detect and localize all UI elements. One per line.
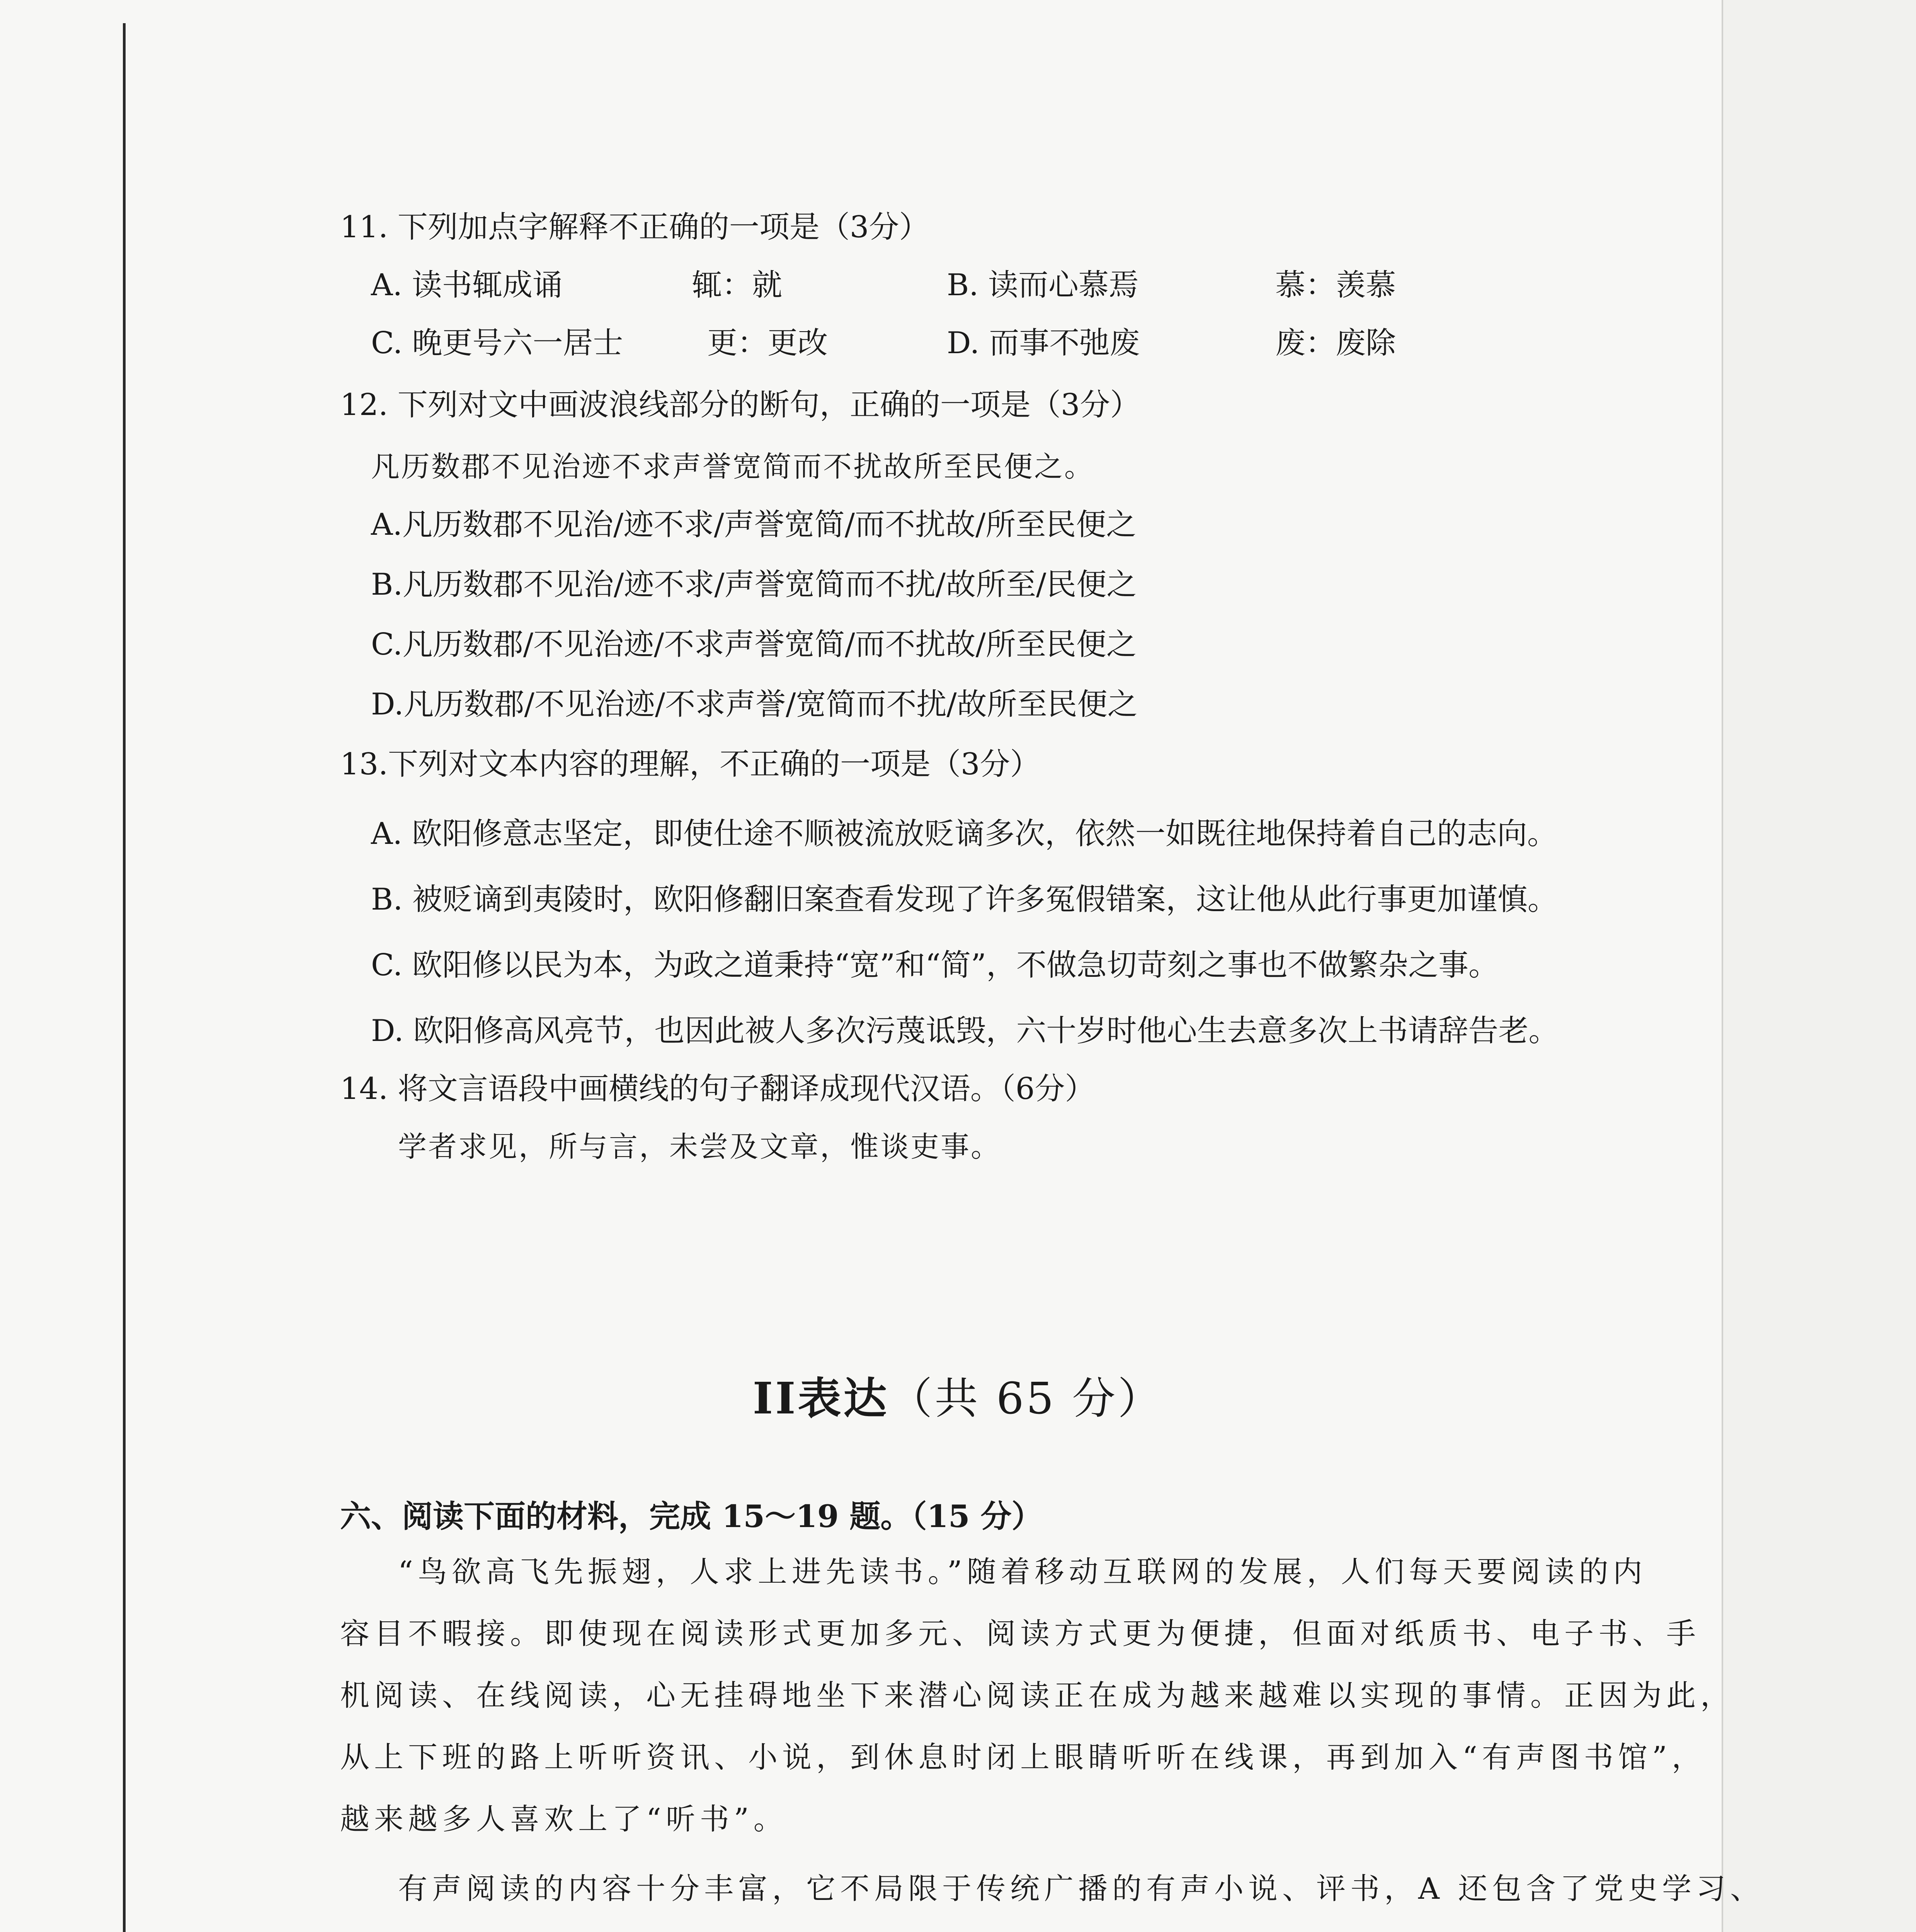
- q11-stem: 11. 下列加点字解释不正确的一项是（3分）: [340, 210, 929, 245]
- paragraph-line: 从上下班的路上听听资讯、小说，到休息时闭上眼睛听听在线课，再到加入“有声图书馆”，: [340, 1740, 1706, 1774]
- q12-option-b: B.凡历数郡不见治/迹不求/声誉宽简而不扰/故所至/民便之: [371, 567, 1137, 602]
- section-score: （共 65 分）: [889, 1374, 1164, 1424]
- q11-option-a: [371, 267, 783, 304]
- q13-option-b: B. 被贬谪到夷陵时，欧阳修翻旧案查看发现了许多冤假错案，这让他从此行事更加谨慎。: [371, 882, 1558, 917]
- q13-stem: 13.下列对文本内容的理解，不正确的一项是（3分）: [340, 747, 1040, 782]
- q13-option-a: A. 欧阳修意志坚定，即使仕途不顺被流放贬谪多次，依然一如既往地保持着自己的志向。: [371, 816, 1557, 851]
- q12-option-d: D.凡历数郡/不见治迹/不求声誉/宽简而不扰/故所至民便之: [371, 687, 1138, 722]
- q14-stem: 14. 将文言语段中画横线的句子翻译成现代汉语。（6分）: [340, 1071, 1095, 1106]
- part6-heading: 六、阅读下面的材料，完成 15～19 题。（15 分）: [340, 1498, 1043, 1534]
- q12-sentence: 凡历数郡不见治迹不求声誉宽简而不扰故所至民便之。: [371, 450, 1094, 483]
- q13-option-d: D. 欧阳修高风亮节，也因此被人多次污蔑诋毁，六十岁时他心生去意多次上书请辞告老。: [371, 1014, 1559, 1048]
- q11-option-c: [371, 325, 828, 362]
- q11-option-c-gloss: 更：更改: [707, 326, 828, 361]
- q11-option-a-text: A. 读书辄成诵: [371, 268, 563, 303]
- paragraph-line: “鸟欲高飞先振翅，人求上进先读书。”随着移动互联网的发展，人们每天要阅读的内: [398, 1554, 1647, 1589]
- q11-option-c-text: C. 晚更号六一居士: [371, 326, 623, 361]
- q12-stem: 12. 下列对文中画波浪线部分的断句，正确的一项是（3分）: [340, 388, 1140, 422]
- q12-option-c: C.凡历数郡/不见治迹/不求声誉宽简/而不扰故/所至民便之: [371, 627, 1137, 662]
- q11-option-d-gloss: 废：废除: [1275, 326, 1396, 361]
- paragraph-line: 有声阅读的内容十分丰富，它不局限于传统广播的有声小说、评书，A 还包含了党史学习、: [398, 1871, 1765, 1906]
- section-title: [0, 1364, 1916, 1426]
- q11-option-b-text: B. 读而心慕焉: [947, 268, 1139, 303]
- paragraph-line: 容目不暇接。即使现在阅读形式更加多元、阅读方式更为便捷，但面对纸质书、电子书、手: [340, 1616, 1700, 1651]
- q11-option-a-gloss: 辄：就: [692, 268, 783, 303]
- q12-option-a: A.凡历数郡不见治/迹不求/声誉宽简/而不扰故/所至民便之: [371, 507, 1137, 542]
- paragraph-line: 越来越多人喜欢上了“听书”。: [340, 1802, 788, 1836]
- q11-option-d-text: D. 而事不弛废: [947, 326, 1140, 361]
- paragraph-line: 机阅读、在线阅读，心无挂碍地坐下来潜心阅读正在成为越来越难以实现的事情。正因为此，: [340, 1678, 1734, 1713]
- q11-option-b-gloss: 慕：羡慕: [1275, 268, 1396, 303]
- section-roman: II: [752, 1373, 798, 1424]
- q11-option-b: [947, 267, 1396, 304]
- q13-option-c: C. 欧阳修以民为本，为政之道秉持“宽”和“简”，不做急切苛刻之事也不做繁杂之事。: [371, 948, 1499, 983]
- section-name: 表达: [798, 1373, 889, 1424]
- q11-option-d: [947, 325, 1396, 362]
- q14-sentence: 学者求见，所与言，未尝及文章，惟谈吏事。: [398, 1130, 1001, 1163]
